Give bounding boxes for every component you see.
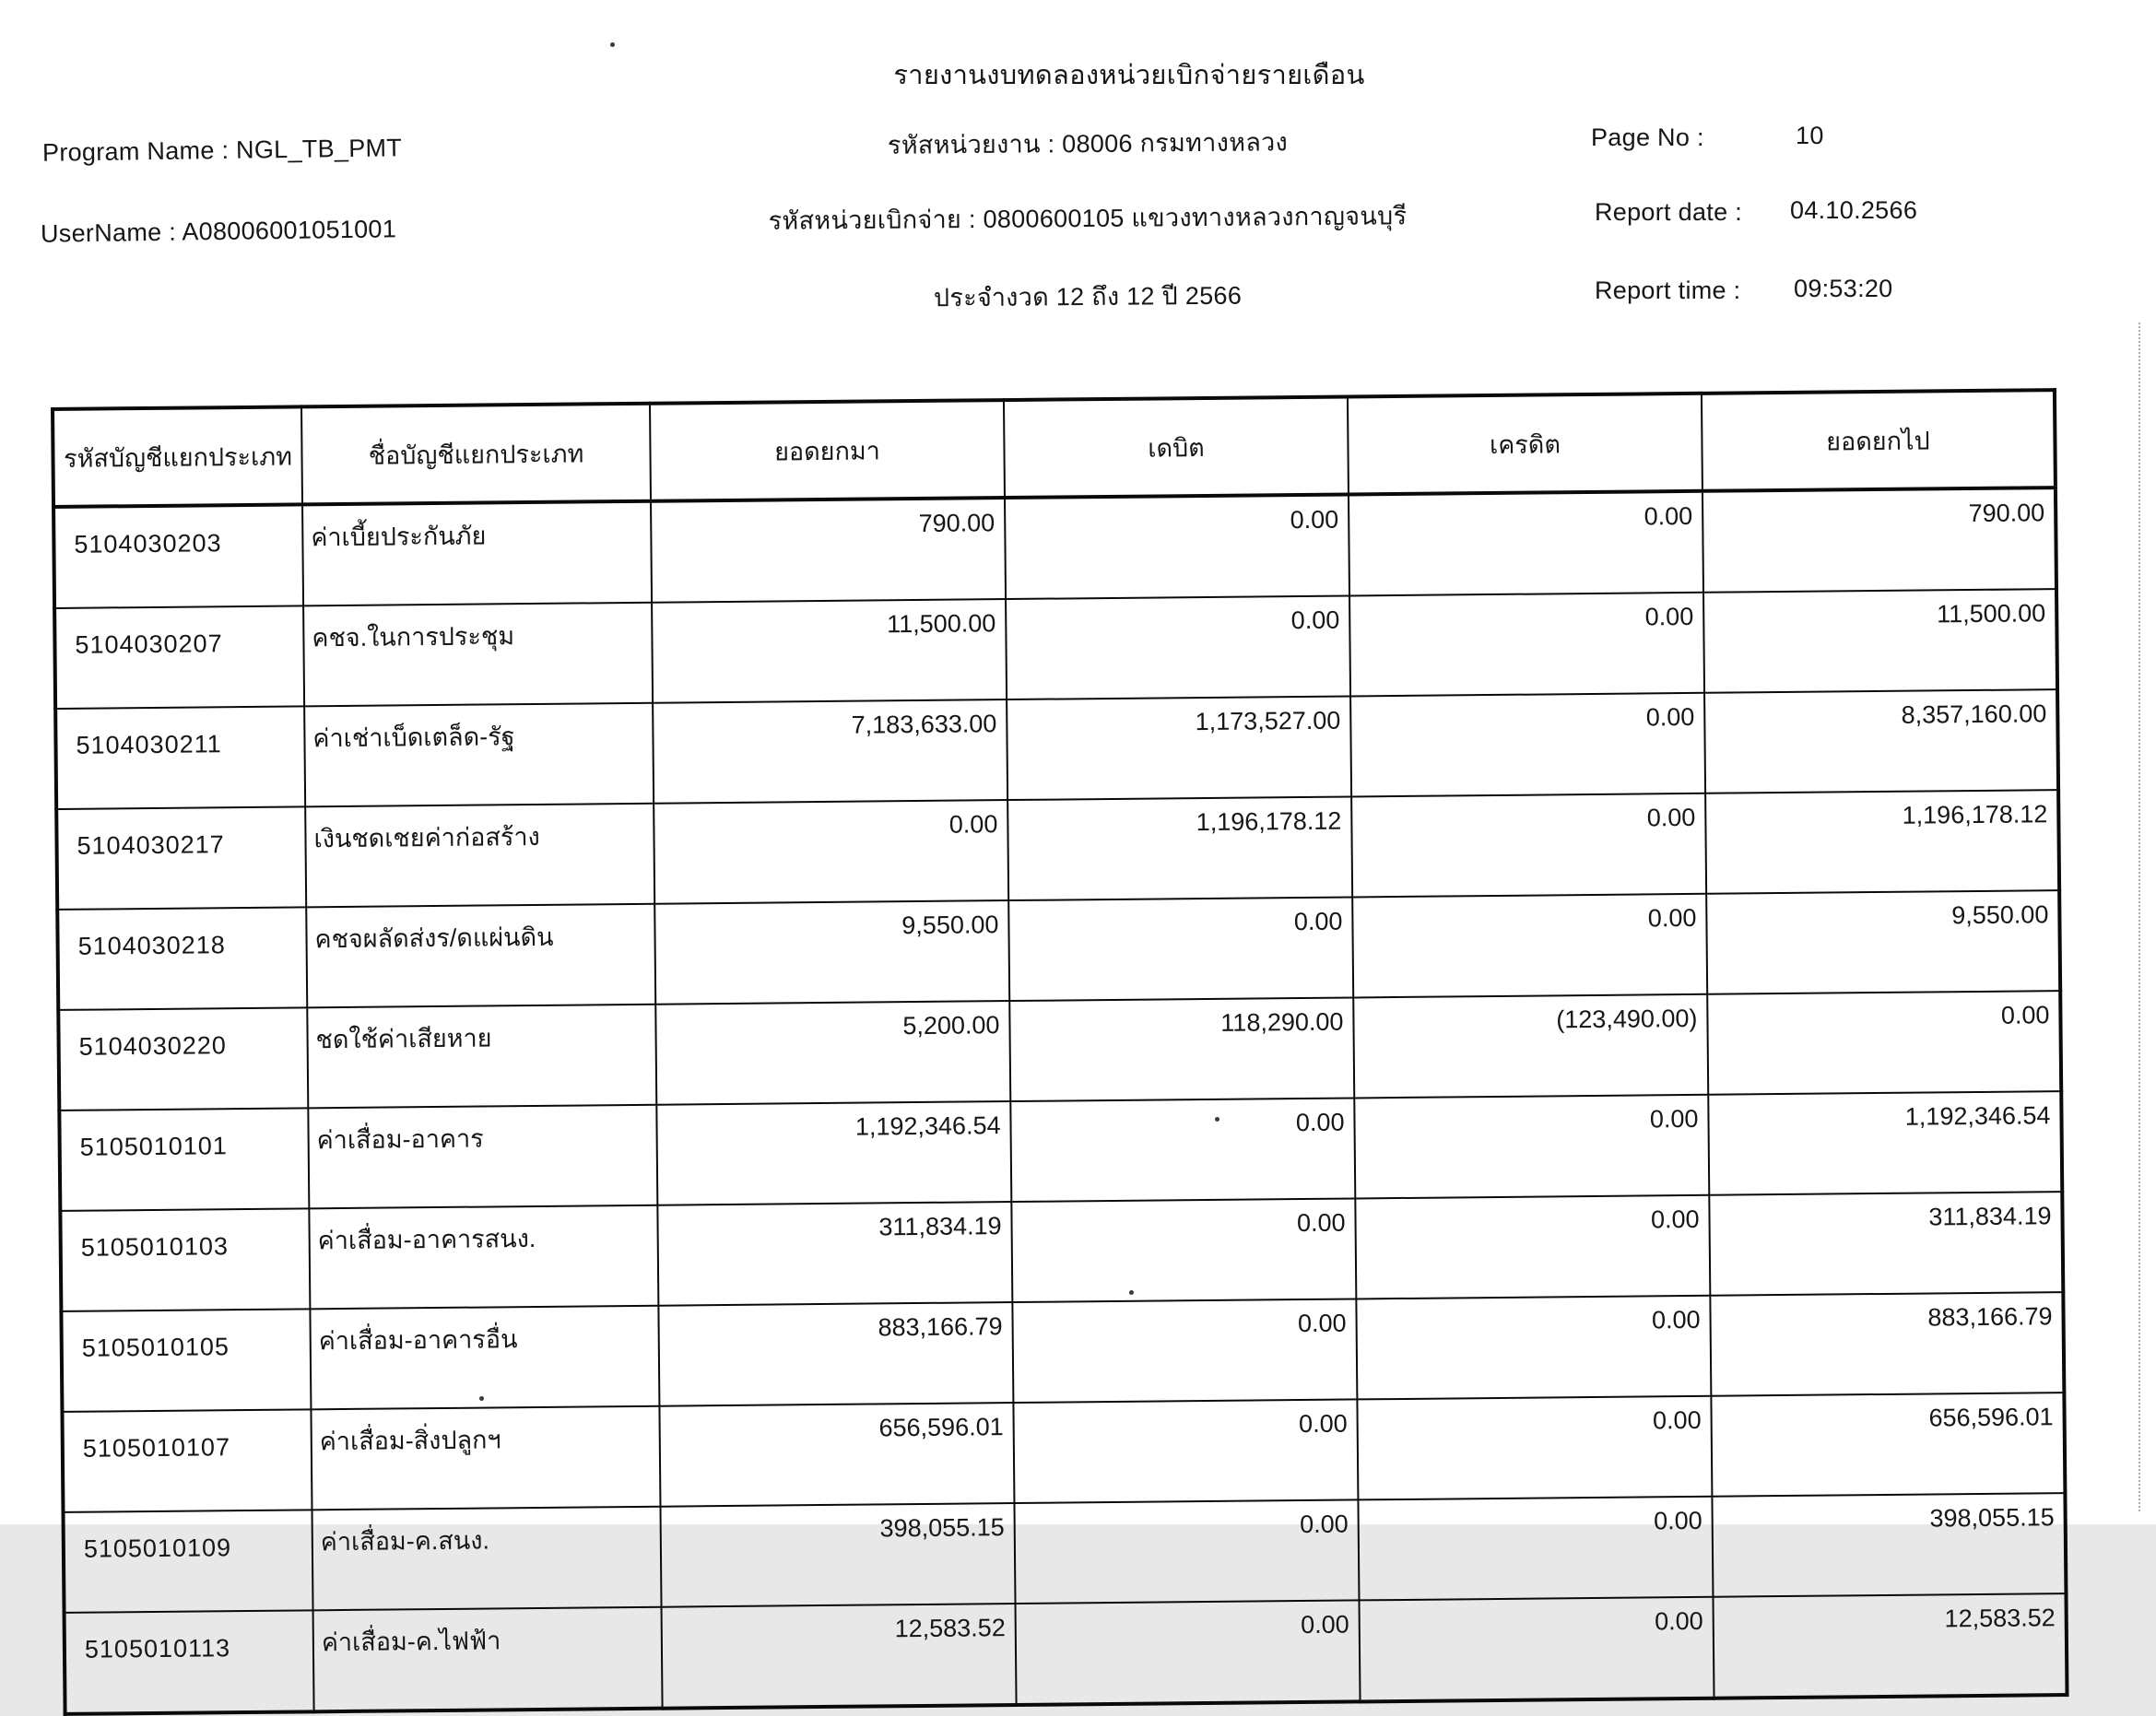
- account-code-cell: 5105010101: [59, 1108, 309, 1211]
- program-name-line: [42, 134, 403, 167]
- account-code-cell: 5104030217: [56, 806, 306, 910]
- col-header-account-name: ชื่อบัญชีแยกประเภท: [301, 404, 651, 505]
- scan-speck: [1215, 1117, 1219, 1122]
- account-code-cell: 5105010105: [61, 1309, 311, 1412]
- account-code-cell: 5104030211: [55, 706, 305, 809]
- account-name-cell: ค่าเช่าเบ็ดเตล็ด-รัฐ: [304, 703, 654, 807]
- opening-balance-cell: 0.00: [654, 800, 1008, 904]
- page-no-value: 10: [1796, 122, 1824, 149]
- period-line: ประจำงวด 12 ถึง 12 ปี 2566: [933, 281, 1243, 312]
- credit-cell: 0.00: [1349, 593, 1704, 697]
- closing-balance-cell: 8,357,160.00: [1704, 689, 2058, 793]
- report-date-label: Report date :: [1595, 198, 1742, 226]
- opening-balance-cell: 11,500.00: [652, 599, 1007, 703]
- opening-balance-cell: 311,834.19: [657, 1202, 1012, 1306]
- account-name-cell: ชดใช้ค่าเสียหาย: [307, 1005, 656, 1109]
- col-header-closing-balance: ยอดยกไป: [1702, 390, 2056, 491]
- report-time-label: Report time :: [1595, 276, 1741, 304]
- debit-cell: 1,196,178.12: [1007, 796, 1352, 900]
- credit-cell: 0.00: [1349, 491, 1703, 596]
- table-row: [58, 991, 2061, 1111]
- account-name-cell: เงินชดเชยค่าก่อสร้าง: [305, 804, 654, 908]
- table-row: [53, 488, 2056, 608]
- debit-cell: 0.00: [1006, 595, 1350, 699]
- username-value: A08006001051001: [182, 215, 397, 246]
- account-name-cell: คชจผลัดส่งร/ดแผ่นดิน: [306, 904, 655, 1008]
- closing-balance-cell: 790.00: [1702, 488, 2056, 593]
- debit-cell: 0.00: [1008, 897, 1353, 1001]
- table-row: [62, 1393, 2065, 1512]
- closing-balance-cell: 0.00: [1707, 991, 2061, 1095]
- account-code-cell: 5104030203: [53, 504, 303, 608]
- account-name-cell: คชจ.ในการประชุม: [303, 603, 653, 707]
- report-title: รายงานงบทดลองหน่วยเบิกจ่ายรายเดือน: [893, 61, 1365, 90]
- closing-balance-cell: 398,055.15: [1712, 1493, 2066, 1597]
- credit-cell: 0.00: [1354, 1095, 1709, 1199]
- table-row: [65, 1593, 2068, 1714]
- table-row: [60, 1192, 2063, 1311]
- credit-cell: 0.00: [1356, 1296, 1711, 1400]
- credit-cell: 0.00: [1350, 693, 1705, 797]
- account-name-cell: ค่าเสื่อม-สิ่งปลูกฯ: [311, 1406, 660, 1510]
- disbursement-code-line: รหัสหน่วยเบิกจ่าย : 0800600105 แขวงทางหลวงกาญจนบุรี: [768, 202, 1408, 235]
- credit-cell: 0.00: [1357, 1396, 1712, 1500]
- account-code-cell: 5104030220: [58, 1007, 308, 1111]
- closing-balance-cell: 883,166.79: [1710, 1292, 2064, 1396]
- debit-cell: 0.00: [1011, 1198, 1356, 1302]
- account-name-cell: ค่าเบี้ยประกันภัย: [302, 501, 652, 606]
- opening-balance-cell: 5,200.00: [655, 1001, 1010, 1105]
- debit-cell: 0.00: [1013, 1399, 1358, 1503]
- report-date-value: 04.10.2566: [1790, 196, 1918, 224]
- report-time-value: 09:53:20: [1794, 275, 1893, 302]
- credit-cell: 0.00: [1351, 793, 1706, 898]
- debit-cell: 1,173,527.00: [1007, 696, 1351, 800]
- col-header-opening-balance: ยอดยกมา: [650, 400, 1005, 501]
- opening-balance-cell: 883,166.79: [658, 1302, 1013, 1406]
- table-row: [64, 1493, 2067, 1613]
- table-row: [59, 1091, 2062, 1211]
- opening-balance-cell: 9,550.00: [654, 900, 1009, 1005]
- debit-cell: 0.00: [1016, 1600, 1361, 1705]
- account-code-cell: 5105010103: [60, 1208, 310, 1311]
- closing-balance-cell: 1,192,346.54: [1708, 1091, 2062, 1195]
- col-header-debit: เดบิต: [1004, 396, 1349, 498]
- scan-speck: [1129, 1290, 1134, 1295]
- account-code-cell: 5104030218: [57, 907, 307, 1010]
- username-label: UserName :: [40, 217, 183, 248]
- username-line: [41, 215, 396, 248]
- table-row: [61, 1292, 2064, 1412]
- account-name-cell: ค่าเสื่อม-อาคาร: [308, 1105, 657, 1209]
- ledger-table-body: [53, 488, 2067, 1714]
- credit-cell: 0.00: [1352, 894, 1707, 998]
- account-code-cell: 5104030207: [54, 605, 304, 709]
- program-name-label: Program Name :: [41, 135, 237, 167]
- table-row: [54, 589, 2057, 709]
- closing-balance-cell: 9,550.00: [1706, 890, 2060, 994]
- account-code-cell: 5105010113: [65, 1610, 314, 1714]
- closing-balance-cell: 656,596.01: [1711, 1393, 2065, 1497]
- trial-balance-table-wrapper: [51, 388, 2066, 1716]
- opening-balance-cell: 398,055.15: [660, 1503, 1015, 1607]
- credit-cell: (123,490.00): [1353, 994, 1708, 1099]
- table-header-row: [53, 390, 2056, 507]
- account-code-cell: 5105010107: [62, 1409, 312, 1512]
- opening-balance-cell: 1,192,346.54: [656, 1101, 1011, 1205]
- trial-balance-table: [51, 388, 2069, 1716]
- closing-balance-cell: 311,834.19: [1709, 1192, 2063, 1296]
- debit-cell: 118,290.00: [1009, 997, 1354, 1101]
- credit-cell: 0.00: [1359, 1597, 1714, 1702]
- program-name-value: NGL_TB_PMT: [235, 134, 403, 164]
- closing-balance-cell: 11,500.00: [1703, 589, 2057, 693]
- account-code-cell: 5105010109: [64, 1510, 313, 1613]
- scan-speck: [610, 42, 615, 47]
- scan-speck: [479, 1396, 484, 1401]
- debit-cell: 0.00: [1014, 1499, 1359, 1604]
- debit-cell: 0.00: [1010, 1098, 1355, 1202]
- credit-cell: 0.00: [1358, 1497, 1713, 1601]
- table-row: [57, 890, 2060, 1010]
- agency-code-line: รหัสหน่วยงาน : 08006 กรมทางหลวง: [887, 128, 1289, 159]
- credit-cell: 0.00: [1355, 1195, 1710, 1299]
- table-row: [55, 689, 2058, 809]
- closing-balance-cell: 12,583.52: [1713, 1593, 2067, 1698]
- opening-balance-cell: 12,583.52: [662, 1604, 1017, 1709]
- account-name-cell: ค่าเสื่อม-อาคารสนง.: [309, 1205, 658, 1310]
- debit-cell: 0.00: [1005, 494, 1349, 599]
- account-name-cell: ค่าเสื่อม-ค.ไฟฟ้า: [313, 1607, 663, 1712]
- closing-balance-cell: 1,196,178.12: [1705, 790, 2059, 894]
- table-row: [56, 790, 2059, 910]
- page-no-label: Page No :: [1591, 123, 1704, 151]
- opening-balance-cell: 790.00: [651, 498, 1006, 603]
- opening-balance-cell: 656,596.01: [659, 1403, 1014, 1507]
- opening-balance-cell: 7,183,633.00: [653, 699, 1007, 804]
- account-name-cell: ค่าเสื่อม-ค.สนง.: [312, 1507, 661, 1611]
- scan-edge-artifact: [2138, 323, 2140, 1511]
- account-name-cell: ค่าเสื่อม-อาคารอื่น: [310, 1306, 659, 1410]
- debit-cell: 0.00: [1012, 1299, 1357, 1403]
- col-header-credit: เครดิต: [1348, 394, 1702, 495]
- col-header-account-code: รหัสบัญชีแยกประเภท: [53, 406, 302, 507]
